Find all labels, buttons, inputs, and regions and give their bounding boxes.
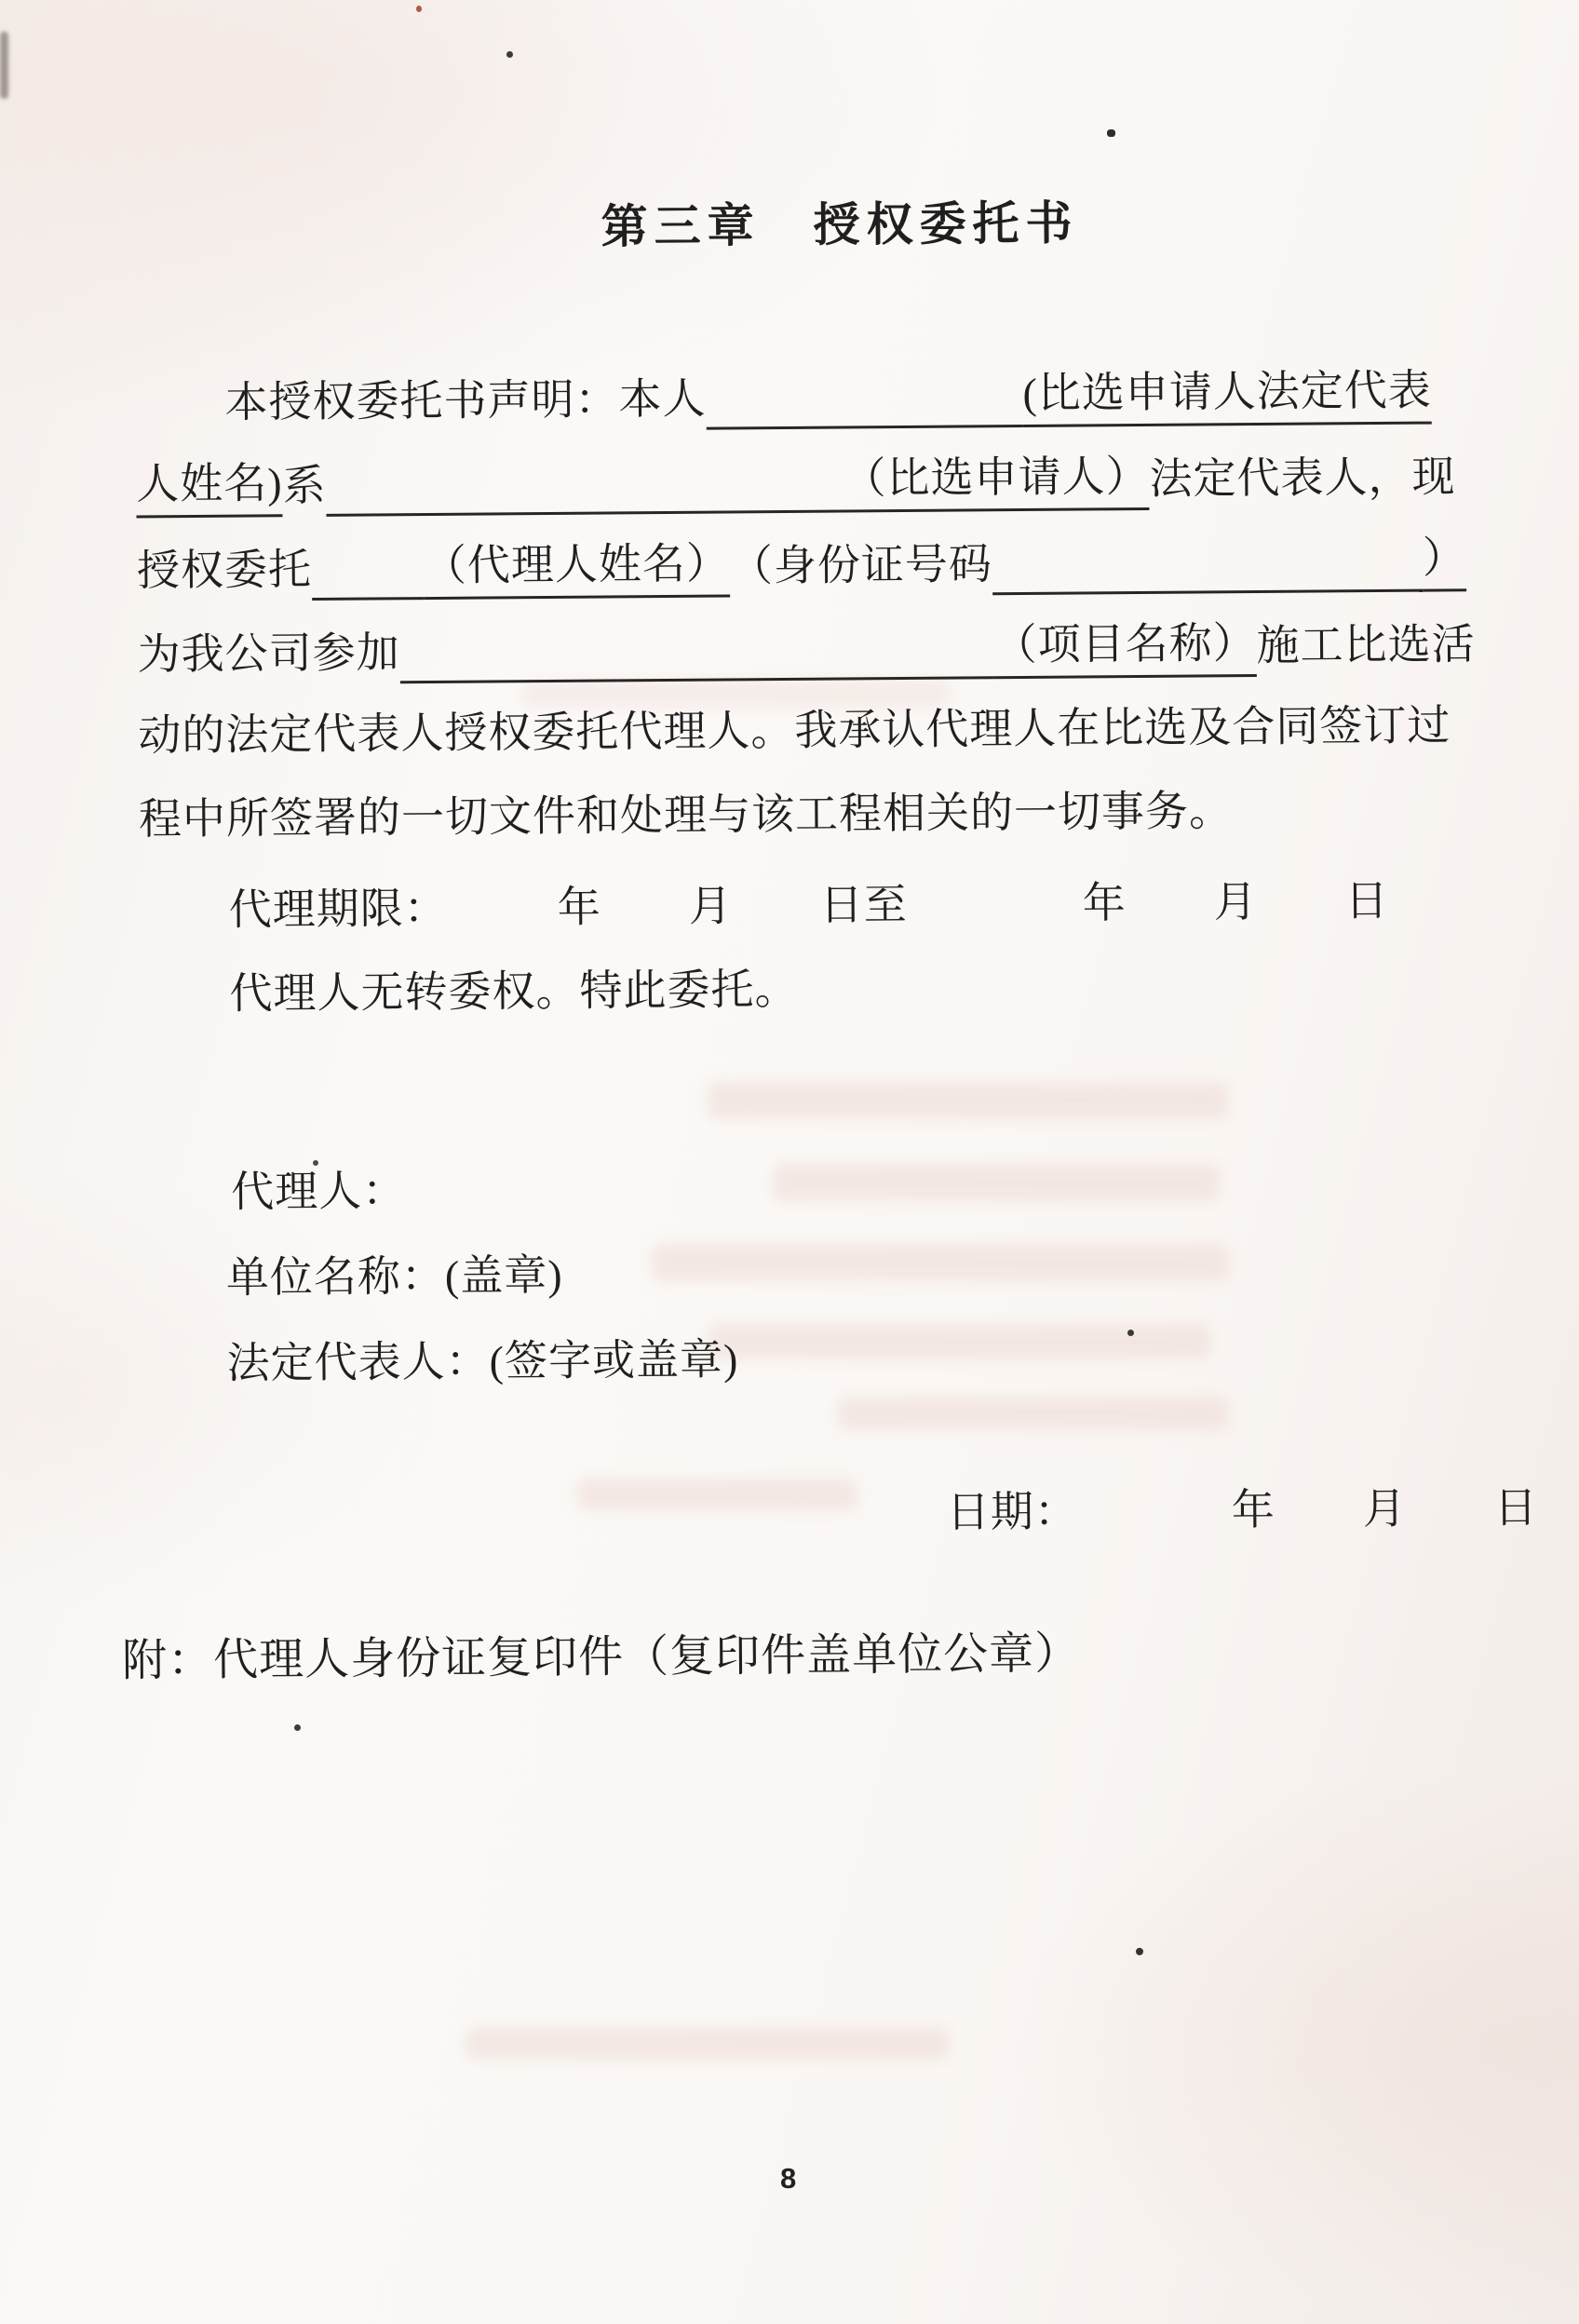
page-number: 8 [780,2162,797,2195]
blank-applicant-name [326,451,843,517]
note-applicant-legal-rep: (比选申请人法定代表 [1022,360,1432,427]
no-subdelegation-line: 代理人无转委权。特此委托。 [229,965,799,1018]
declaration-lead-text: 本授权委托书声明：本人 [224,374,707,426]
declaration-line-1 [135,360,1432,435]
note-project-name: （项目名称） [993,613,1257,679]
attachment-note: 附：代理人身份证复印件（复印件盖单位公章） [121,1628,1081,1686]
closing-paren: ） [1423,527,1467,591]
declaration-text: 系 [282,461,327,510]
scan-speck [506,51,513,58]
note-applicant: （比选申请人） [843,446,1150,513]
scan-speck [313,1160,318,1166]
declaration-line-3 [137,527,1466,601]
declaration-text: 法定代表人，现 [1149,453,1456,503]
scan-speck [1127,1330,1134,1336]
scan-speck [1107,129,1115,137]
signature-legal-rep-label: 法定代表人：(签字或盖章) [226,1335,739,1387]
chapter-title: 第三章 授权委托书 [601,196,1079,253]
scan-speck [1136,1948,1143,1955]
note-applicant-legal-rep-cont: 人姓名) [136,453,283,518]
blank-agent-name [312,537,425,601]
scan-speck-red [416,6,422,12]
declaration-text: 施工比选活 [1256,620,1476,670]
blank-id-number [992,530,1424,596]
signature-agent-label: 代理人： [230,1167,407,1216]
note-agent-name: （代理人姓名） [424,533,731,600]
declaration-line-6 [139,780,1233,850]
scan-speck [294,1724,301,1731]
blank-project-name [399,616,994,683]
declaration-line-5 [138,695,1451,766]
declaration-text: 程中所签署的一切文件和处理与该工程相关的一切事务。 [138,787,1234,844]
signature-company-label: 单位名称：(盖章) [225,1250,563,1302]
blank-legal-rep-name [706,365,1023,430]
declaration-text: 授权委托 [136,546,313,595]
id-number-label: （身份证号码 [729,540,993,590]
declaration-text: 为我公司参加 [137,628,400,679]
date-line: 日期： 年 月 日 [946,1483,1539,1536]
agency-term-line: 代理期限： 年 月 日至 年 月 日 [228,876,1389,934]
declaration-line-4 [137,611,1475,685]
declaration-line-2 [136,443,1456,518]
declaration-text: 动的法定代表人授权委托代理人。我承认代理人在比选及合同签订过 [138,701,1451,760]
